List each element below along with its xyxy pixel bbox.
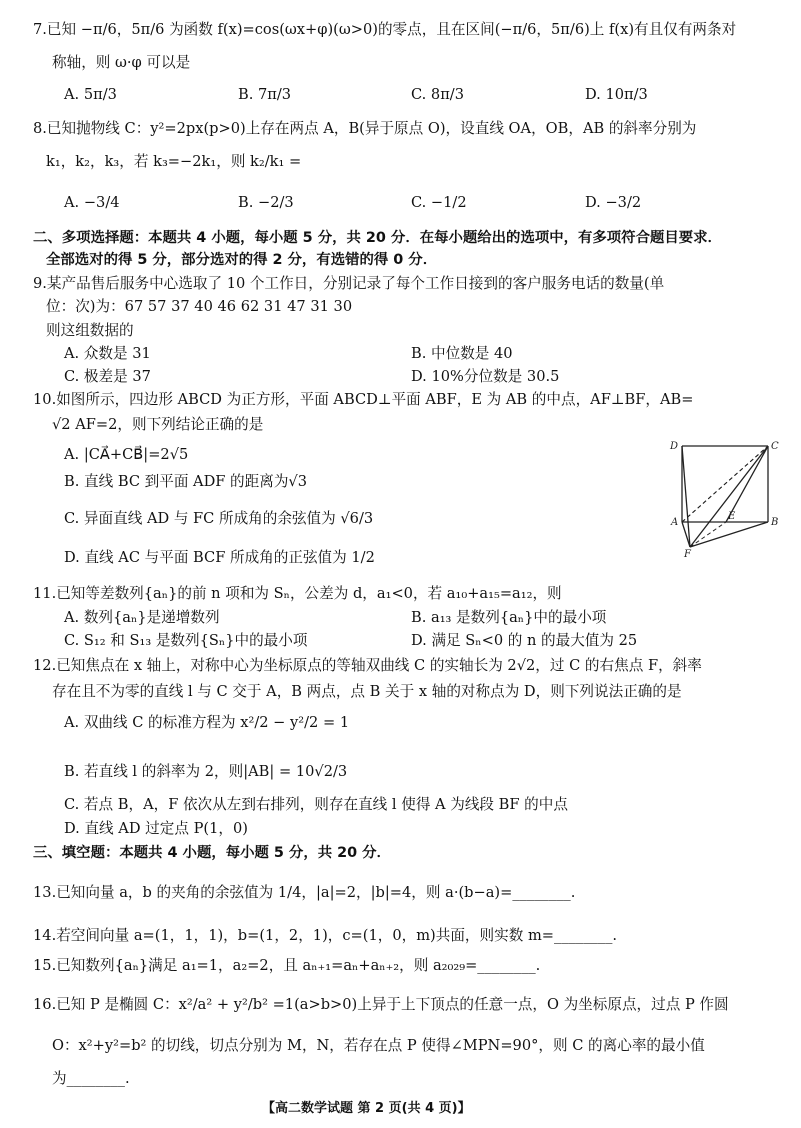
text-line: 12.已知焦点在 x 轴上，对称中心为坐标原点的等轴双曲线 C 的实轴长为 2√2，过 C 的右焦点 F，斜率	[33, 657, 702, 674]
text-line: 【高二数学试题 第 2 页(共 4 页)】	[262, 1101, 471, 1116]
text-line: 二、多项选择题：本题共 4 小题，每小题 5 分，共 20 分．在每小题给出的选项中，有多项符合题目要求．	[33, 230, 722, 246]
text-line: 15.已知数列{aₙ}满足 a₁=1，a₂=2，且 aₙ₊₁=aₙ+aₙ₊₂，则 a₂₀₂₉=________.	[33, 957, 541, 974]
text-line: D. −3/2	[585, 194, 642, 211]
text-line: 位：次)为：67 57 37 40 46 62 31 47 31 30	[46, 298, 353, 315]
text-line: A. −3/4	[64, 194, 120, 211]
text-line: A. 双曲线 C 的标准方程为 x²/2 − y²/2 = 1	[64, 714, 350, 731]
text-line: A. 数列{aₙ}是递增数列	[64, 609, 220, 626]
text-line: A. 众数是 31	[64, 345, 151, 362]
text-line: C. S₁₂ 和 S₁₃ 是数列{Sₙ}中的最小项	[64, 632, 308, 649]
text-line: B. 中位数是 40	[411, 345, 513, 362]
text-line: O：x²+y²=b² 的切线，切点分别为 M，N，若存在点 P 使得∠MPN=90°，则 C 的离心率的最小值	[52, 1037, 705, 1054]
text-line: C. 若点 B，A，F 依次从左到右排列，则存在直线 l 使得 A 为线段 BF 的中点	[64, 796, 568, 813]
text-line: B. 直线 BC 到平面 ADF 的距离为√3	[64, 473, 308, 490]
text-line: 9.某产品售后服务中心选取了 10 个工作日，分别记录了每个工作日接到的客户服务电话的数量(单	[33, 275, 665, 292]
figure-label-e: E	[728, 511, 736, 522]
text-line: D. 满足 Sₙ<0 的 n 的最大值为 25	[411, 632, 638, 649]
text-line: C. −1/2	[411, 194, 467, 211]
text-line: 称轴，则 ω·φ 可以是	[52, 54, 191, 71]
text-line: 三、填空题：本题共 4 小题，每小题 5 分，共 20 分．	[33, 845, 391, 861]
text-line: 7.已知 −π/6，5π/6 为函数 f(x)=cos(ωx+φ)(ω>0)的零点，且在区间(−π/6，5π/6)上 f(x)有且仅有两条对	[33, 21, 737, 38]
figure-label-b: B	[771, 517, 779, 528]
text-line: C. 异面直线 AD 与 FC 所成角的余弦值为 √6/3	[64, 510, 374, 527]
text-line: A. |CA⃗+CB⃗|=2√5	[64, 446, 189, 463]
text-line: C. 8π/3	[411, 86, 465, 103]
text-line: B. 7π/3	[238, 86, 292, 103]
text-line: k₁，k₂，k₃，若 k₃=−2k₁，则 k₂/k₁ =	[46, 153, 302, 170]
text-line: 16.已知 P 是椭圆 C：x²/a² + y²/b² =1(a>b>0)上异于上下顶点的任意一点，O 为坐标原点，过点 P 作圆	[33, 996, 729, 1013]
text-line: 则这组数据的	[46, 322, 134, 339]
text-line: 11.已知等差数列{aₙ}的前 n 项和为 Sₙ，公差为 d，a₁<0，若 a₁₀+a₁₅=a₁₂，则	[33, 585, 562, 602]
text-line: 8.已知抛物线 C：y²=2px(p>0)上存在两点 A，B(异于原点 O)，设直线 OA，OB，AB 的斜率分别为	[33, 120, 697, 137]
text-line: 存在且不为零的直线 l 与 C 交于 A，B 两点，点 B 关于 x 轴的对称点为 D，则下列说法正确的是	[52, 683, 682, 700]
text-line: 全部选对的得 5 分，部分选对的得 2 分，有选错的得 0 分．	[46, 252, 438, 268]
text-line: C. 极差是 37	[64, 368, 151, 385]
text-line: B. −2/3	[238, 194, 294, 211]
text-line: B. 若直线 l 的斜率为 2，则|AB| = 10√2/3	[64, 763, 348, 780]
figure-label-a: A	[671, 517, 679, 528]
text-line: 13.已知向量 a，b 的夹角的余弦值为 1/4，|a|=2，|b|=4，则 a·(b−a)=________.	[33, 884, 576, 901]
text-line: B. a₁₃ 是数列{aₙ}中的最小项	[411, 609, 607, 626]
text-line: √2 AF=2，则下列结论正确的是	[52, 416, 264, 433]
figure-label-f: F	[684, 549, 691, 560]
text-line: 为________.	[52, 1070, 130, 1087]
text-line: 14.若空间向量 a=(1，1，1)，b=(1，2，1)，c=(1，0，m)共面，则实数 m=________.	[33, 927, 618, 944]
text-line: 10.如图所示，四边形 ABCD 为正方形，平面 ABCD⊥平面 ABF，E 为 AB 的中点，AF⊥BF，AB=	[33, 391, 694, 408]
text-line: D. 10π/3	[585, 86, 648, 103]
text-line: D. 直线 AD 过定点 P(1，0)	[64, 820, 248, 837]
figure-label-c: C	[771, 441, 779, 452]
text-line: D. 10%分位数是 30.5	[411, 368, 560, 385]
text-line: A. 5π/3	[64, 86, 117, 103]
text-line: D. 直线 AC 与平面 BCF 所成角的正弦值为 1/2	[64, 549, 375, 566]
figure-label-d: D	[670, 441, 679, 452]
